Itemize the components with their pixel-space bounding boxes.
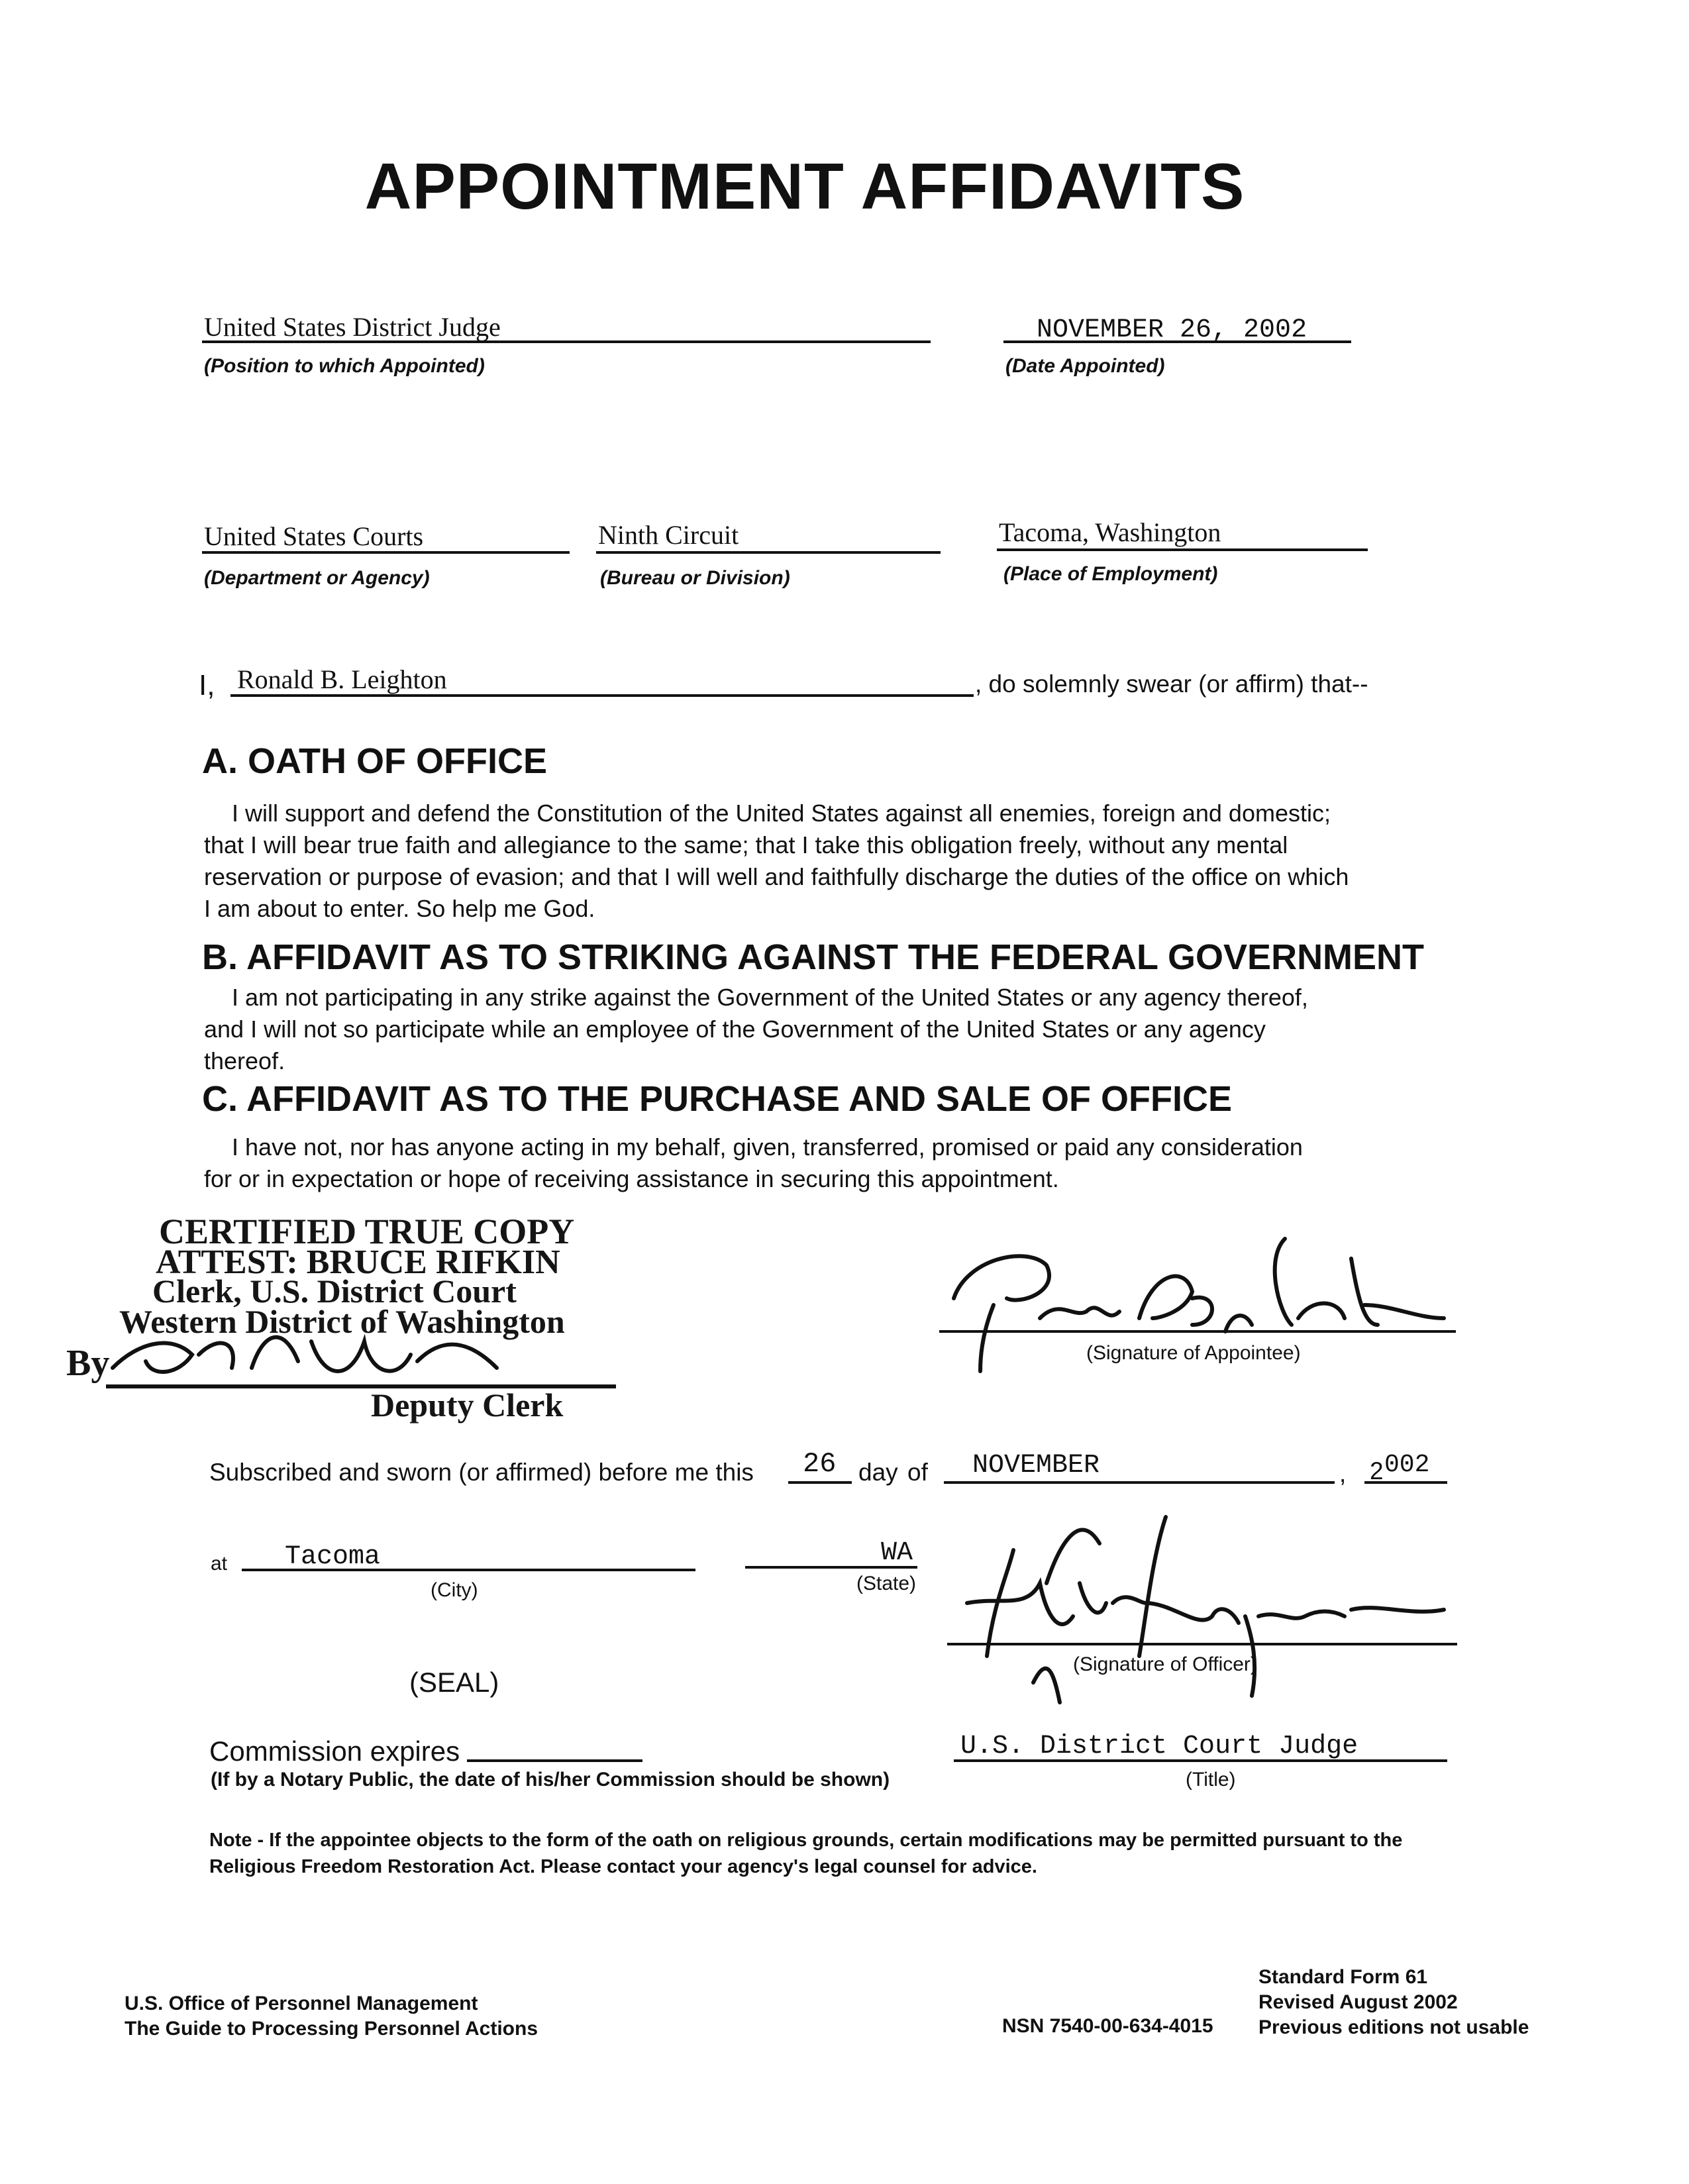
- state-line: [745, 1566, 917, 1569]
- religious-note: [209, 1827, 1534, 1880]
- position-caption: (Position to which Appointed): [204, 355, 485, 377]
- bureau-line: [596, 551, 941, 554]
- stamp-line-2: ATTEST: BRUCE RIFKIN: [156, 1243, 560, 1281]
- bureau-value: Ninth Circuit: [598, 520, 739, 550]
- officer-title-caption: (Title): [1186, 1769, 1236, 1791]
- position-value: United States District Judge: [204, 312, 501, 342]
- oath-suffix: , do solemnly swear (or affirm) that--: [975, 670, 1368, 698]
- footer-form-line: Revised August 2002: [1258, 1991, 1458, 2013]
- department-value: United States Courts: [204, 521, 424, 551]
- city-caption: (City): [431, 1579, 478, 1601]
- section-b-line: thereof.: [204, 1047, 285, 1074]
- section-a-heading: A. OATH OF OFFICE: [202, 741, 547, 781]
- commission-line: [467, 1759, 642, 1762]
- stamp-line-1: CERTIFIED TRUE COPY: [159, 1212, 575, 1251]
- sworn-year: 002: [1384, 1451, 1430, 1479]
- appointee-signature-line: [939, 1330, 1456, 1333]
- officer-signature: [947, 1504, 1451, 1709]
- footer-nsn: NSN 7540-00-634-4015: [1002, 2015, 1213, 2037]
- department-line: [202, 551, 570, 554]
- oath-prefix: I,: [199, 669, 215, 702]
- city-line: [242, 1569, 695, 1571]
- section-a-line: I will support and defend the Constitution of the United States against all enemies, foreign and domestic;: [232, 800, 1331, 827]
- bureau-caption: (Bureau or Division): [600, 567, 790, 589]
- footer-form-info: [1258, 1965, 1529, 2040]
- date-appointed-caption: (Date Appointed): [1005, 355, 1165, 377]
- city-value: Tacoma: [285, 1542, 381, 1572]
- date-appointed-line: [1003, 340, 1351, 343]
- commission-label: Commission expires: [209, 1736, 460, 1767]
- section-c-line: for or in expectation or hope of receiving assistance in securing this appointment.: [204, 1165, 1059, 1192]
- section-b-line: and I will not so participate while an employee of the Government of the United States or any agency: [204, 1015, 1266, 1043]
- sworn-day-line: [788, 1481, 852, 1484]
- page-title: APPOINTMENT AFFIDAVITS: [364, 150, 1245, 223]
- sworn-comma: ,: [1339, 1460, 1347, 1487]
- note-line: Note - If the appointee objects to the form of the oath on religious grounds, certain modifications may be permitted pursuant to the: [209, 1830, 1403, 1851]
- sworn-year-line: [1364, 1481, 1447, 1484]
- department-caption: (Department or Agency): [204, 567, 430, 589]
- date-appointed-value: NOVEMBER 26, 2002: [1037, 315, 1307, 345]
- appointee-signature-caption: (Signature of Appointee): [1086, 1342, 1301, 1364]
- sworn-month-line: [944, 1481, 1335, 1484]
- footer-agency-line: U.S. Office of Personnel Management: [125, 1993, 478, 2014]
- seal-label: (SEAL): [409, 1667, 499, 1698]
- at-label: at: [211, 1553, 228, 1575]
- place-value: Tacoma, Washington: [999, 517, 1221, 547]
- footer-form-line: Previous editions not usable: [1258, 2016, 1529, 2038]
- section-a-line: that I will bear true faith and allegiance to the same; that I take this obligation freely, without any mental: [204, 831, 1288, 858]
- sworn-prefix: Subscribed and sworn (or affirmed) before me this: [209, 1459, 754, 1486]
- section-c-heading: C. AFFIDAVIT AS TO THE PURCHASE AND SALE OF OFFICE: [202, 1079, 1233, 1119]
- sworn-month: NOVEMBER: [972, 1451, 1100, 1481]
- officer-signature-line: [947, 1643, 1457, 1645]
- officer-title-line: [954, 1759, 1447, 1762]
- stamp-by: By: [66, 1343, 110, 1384]
- deputy-clerk-signature: [99, 1315, 563, 1394]
- officer-signature-caption: (Signature of Officer): [1073, 1653, 1257, 1675]
- stamp-role: Deputy Clerk: [371, 1386, 564, 1424]
- sworn-of-word: of: [907, 1459, 928, 1486]
- note-line: Religious Freedom Restoration Act. Please contact your agency's legal counsel for advice.: [209, 1856, 1037, 1877]
- section-b-body: [204, 982, 1529, 1077]
- state-caption: (State): [856, 1573, 917, 1594]
- position-line: [202, 340, 931, 343]
- section-a-body: [204, 798, 1529, 925]
- section-c-body: [204, 1131, 1529, 1195]
- place-caption: (Place of Employment): [1003, 563, 1218, 585]
- place-line: [997, 548, 1368, 551]
- section-b-heading: B. AFFIDAVIT AS TO STRIKING AGAINST THE FEDERAL GOVERNMENT: [202, 937, 1425, 977]
- appointee-name: Ronald B. Leighton: [237, 664, 447, 694]
- stamp-line-3: Clerk, U.S. District Court: [152, 1273, 517, 1310]
- footer-agency-line: The Guide to Processing Personnel Actions: [125, 2018, 538, 2040]
- section-a-line: I am about to enter. So help me God.: [204, 895, 595, 922]
- section-b-line: I am not participating in any strike against the Government of the United States or any agency thereof,: [232, 984, 1308, 1011]
- footer-agency: [125, 1991, 538, 2042]
- section-c-line: I have not, nor has anyone acting in my behalf, given, transferred, promised or paid any consideration: [232, 1133, 1303, 1161]
- section-a-line: reservation or purpose of evasion; and that I will well and faithfully discharge the duties of the office on which: [204, 863, 1349, 890]
- footer-form-line: Standard Form 61: [1258, 1966, 1428, 1988]
- sworn-year-prefix: 2: [1370, 1457, 1384, 1484]
- sworn-day-word: day: [858, 1459, 898, 1486]
- sworn-day: 26: [803, 1448, 837, 1480]
- state-value: WA: [881, 1538, 913, 1568]
- commission-note: (If by a Notary Public, the date of his/her Commission should be shown): [211, 1769, 890, 1791]
- stamp-line-4: Western District of Washington: [119, 1303, 565, 1340]
- officer-title-value: U.S. District Court Judge: [960, 1732, 1358, 1761]
- appointee-name-line: [230, 694, 974, 697]
